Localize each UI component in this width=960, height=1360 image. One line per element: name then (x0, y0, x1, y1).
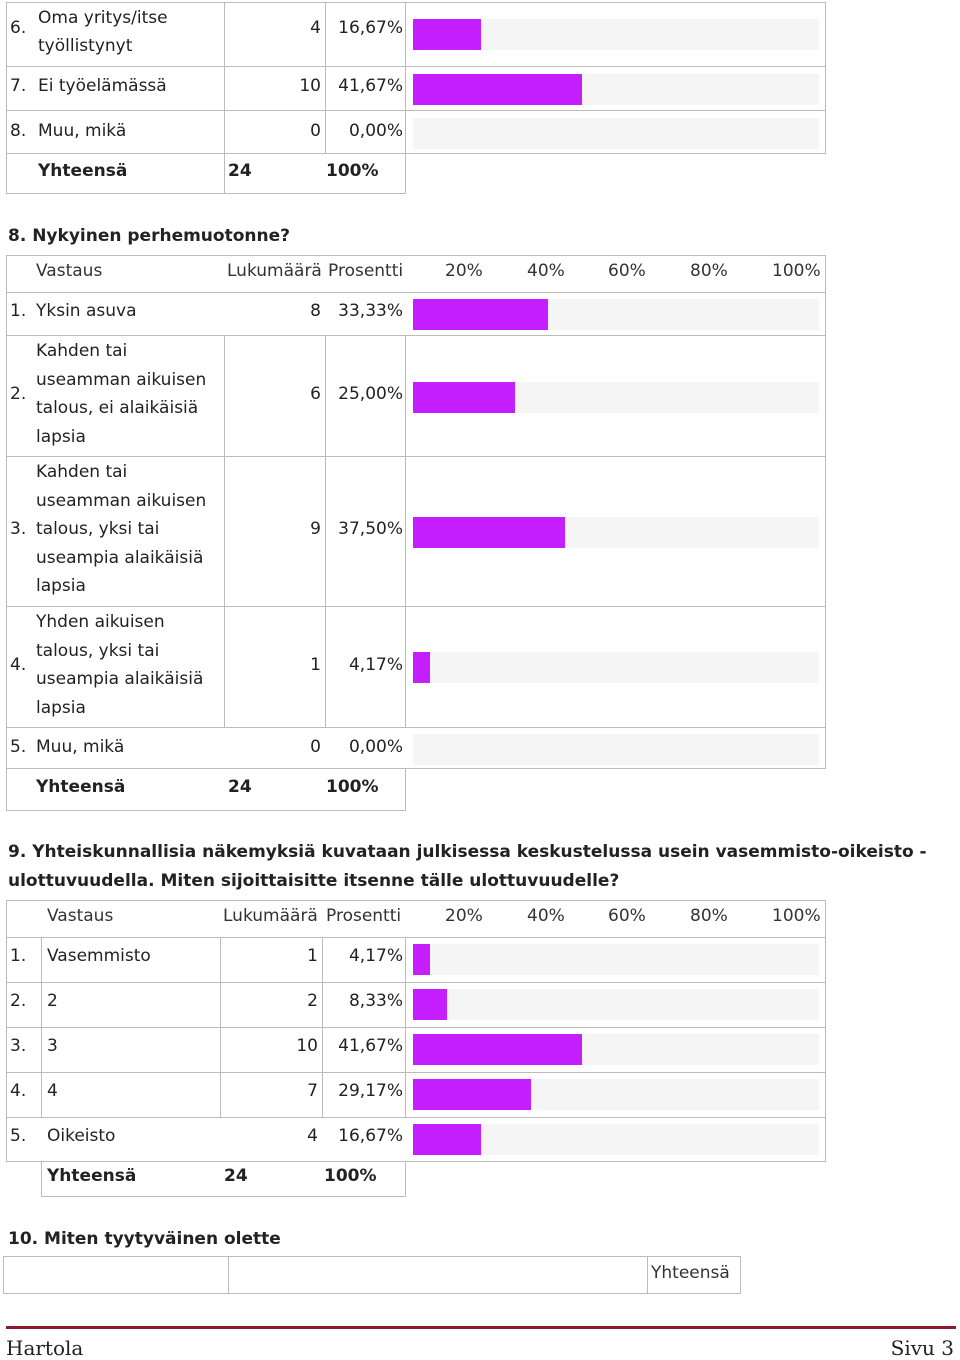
header-count: Lukumäärä (223, 906, 318, 926)
bar-track (413, 74, 819, 105)
question-title-line: 9. Yhteiskunnallisia näkemyksiä kuvataan julkisessa keskustelussa usein vasemmisto-oikeisto - (8, 842, 927, 862)
bar-track (413, 1079, 819, 1110)
row-label-line: useampia alaikäisiä (36, 669, 204, 689)
row-label-line: useamman aikuisen (36, 490, 207, 511)
row-label-line: Yhden aikuisen (36, 612, 165, 632)
row-count: 0 (310, 737, 321, 757)
divider (6, 937, 826, 938)
bar-track (413, 652, 819, 683)
row-label-line: lapsia (36, 576, 86, 596)
row-label: Muu, mikä (36, 737, 125, 757)
row-label (36, 458, 206, 601)
bar-fill (413, 1079, 531, 1110)
q9-rows-box (6, 900, 826, 1162)
row-label: 4 (47, 1081, 58, 1101)
row-label-line: lapsia (36, 426, 86, 447)
question-title: 8. Nykyinen perhemuotonne? (8, 226, 290, 246)
q10-table-header (3, 1256, 741, 1294)
header-count: Lukumäärä (227, 261, 322, 281)
bar-track (413, 734, 819, 765)
row-percent: 29,17% (338, 1081, 403, 1101)
row-number: 2. (10, 991, 27, 1011)
divider (6, 1072, 826, 1073)
row-number: 7. (10, 76, 27, 96)
row-label: Muu, mikä (38, 121, 127, 141)
row-count: 2 (307, 991, 318, 1011)
divider (6, 810, 406, 811)
row-label (36, 608, 203, 722)
divider (6, 193, 406, 194)
total-label: Yhteensä (47, 1166, 137, 1186)
divider (6, 727, 826, 728)
bar-track (413, 299, 819, 330)
total-label: Yhteensä (36, 777, 126, 797)
scale-label: 40% (527, 261, 565, 281)
scale-label: 100% (772, 906, 821, 926)
total-count: 24 (228, 777, 252, 797)
scale-label: 60% (608, 261, 646, 281)
bar-fill (413, 299, 548, 330)
divider (6, 292, 826, 293)
row-count: 4 (310, 18, 321, 38)
bar-fill (413, 1124, 481, 1155)
row-count: 1 (310, 655, 321, 675)
total-count: 24 (224, 1166, 248, 1186)
scale-label: 60% (608, 906, 646, 926)
row-number: 6. (10, 18, 27, 38)
total-count: 24 (228, 161, 252, 181)
divider (6, 456, 826, 457)
divider (6, 769, 7, 811)
row-label-line: lapsia (36, 697, 86, 718)
divider (405, 2, 406, 194)
scale-label: 40% (527, 906, 565, 926)
row-number: 1. (10, 946, 27, 966)
row-count: 10 (299, 76, 321, 96)
bar-track (413, 382, 819, 413)
divider (325, 2, 326, 154)
divider (405, 937, 406, 1117)
row-number: 1. (10, 301, 27, 321)
scale-label: 80% (690, 261, 728, 281)
row-label: Vasemmisto (47, 946, 151, 966)
scale-label: 20% (445, 906, 483, 926)
q8-table (6, 255, 826, 811)
question-title (8, 838, 927, 896)
bar-track (413, 517, 819, 548)
row-number: 5. (10, 737, 27, 757)
bar-track (413, 118, 819, 149)
footer-location: Hartola (6, 1336, 84, 1360)
divider (6, 1027, 826, 1028)
divider (6, 110, 826, 111)
row-label: Yksin asuva (36, 301, 137, 321)
row-percent: 41,67% (338, 1036, 403, 1056)
q7-table (6, 2, 826, 194)
row-label (38, 4, 168, 60)
scale-label: 80% (690, 906, 728, 926)
question-title-line: ulottuvuudella. Miten sijoittaisitte itsenne tälle ulottuvuudelle? (8, 871, 620, 891)
row-percent: 41,67% (338, 76, 403, 96)
q9-table (6, 900, 826, 1197)
row-percent: 8,33% (348, 991, 403, 1011)
divider (224, 2, 225, 194)
row-count: 1 (307, 946, 318, 966)
row-percent: 16,67% (338, 18, 403, 38)
row-number: 4. (10, 655, 27, 675)
divider (6, 66, 826, 67)
bar-track (413, 1034, 819, 1065)
row-count: 10 (296, 1036, 318, 1056)
row-number: 3. (10, 1036, 27, 1056)
page-number: Sivu 3 (890, 1336, 954, 1360)
row-count: 9 (310, 519, 321, 539)
header-answer: Vastaus (47, 906, 114, 926)
row-count: 4 (307, 1126, 318, 1146)
row-percent: 0,00% (348, 121, 403, 141)
bar-fill (413, 19, 481, 50)
row-label-line: useampia alaikäisiä (36, 547, 204, 568)
total-percent: 100% (324, 1166, 377, 1186)
divider (6, 154, 7, 194)
header-percent: Prosentti (326, 906, 402, 926)
row-percent: 4,17% (348, 946, 403, 966)
row-number: 5. (10, 1126, 27, 1146)
divider (325, 335, 326, 727)
bar-track (413, 19, 819, 50)
divider (224, 335, 225, 727)
footer-rule (6, 1326, 956, 1329)
bar-track (413, 944, 819, 975)
row-count: 0 (310, 121, 321, 141)
row-label: Oikeisto (47, 1126, 116, 1146)
divider (647, 1257, 648, 1293)
row-label-line: Oma yritys/itse (38, 8, 168, 28)
total-percent: 100% (326, 777, 379, 797)
divider (228, 1257, 229, 1293)
row-percent: 4,17% (348, 655, 403, 675)
row-count: 7 (307, 1081, 318, 1101)
divider (6, 1117, 826, 1118)
bar-fill (413, 74, 582, 105)
row-number: 8. (10, 121, 27, 141)
bar-track (413, 1124, 819, 1155)
divider (322, 937, 323, 1117)
row-percent: 0,00% (348, 737, 403, 757)
bar-track (413, 989, 819, 1020)
row-label-line: talous, ei alaikäisiä (36, 398, 199, 418)
divider (405, 1162, 406, 1197)
row-label-line: talous, yksi tai (36, 640, 160, 661)
header-total: Yhteensä (651, 1263, 730, 1283)
divider (41, 937, 42, 1117)
row-label (36, 337, 206, 451)
bar-fill (413, 1034, 582, 1065)
row-number: 3. (10, 519, 27, 539)
row-percent: 33,33% (338, 301, 403, 321)
bar-fill (413, 944, 430, 975)
row-label-line: talous, yksi tai (36, 519, 160, 539)
scale-label: 20% (445, 261, 483, 281)
row-label: 3 (47, 1036, 58, 1056)
scale-label: 100% (772, 261, 821, 281)
divider (405, 769, 406, 811)
row-label: Ei työelämässä (38, 76, 167, 96)
divider (405, 335, 406, 727)
divider (41, 1162, 42, 1197)
bar-fill (413, 517, 565, 548)
row-percent: 16,67% (338, 1126, 403, 1146)
divider (41, 1196, 406, 1197)
row-number: 4. (10, 1081, 27, 1101)
divider (6, 606, 826, 607)
row-percent: 25,00% (338, 384, 403, 404)
row-label-line: työllistynyt (38, 36, 133, 56)
total-label: Yhteensä (38, 161, 128, 181)
row-label-line: Kahden tai (36, 462, 128, 482)
row-label-line: Kahden tai (36, 341, 128, 361)
header-percent: Prosentti (328, 261, 404, 281)
row-number: 2. (10, 384, 27, 404)
header-answer: Vastaus (36, 261, 103, 281)
row-label-line: useamman aikuisen (36, 369, 207, 390)
total-percent: 100% (326, 161, 379, 181)
question-title: 10. Miten tyytyväinen olette (8, 1229, 281, 1249)
row-count: 8 (310, 301, 321, 321)
divider (220, 937, 221, 1117)
row-label: 2 (47, 991, 58, 1011)
divider (6, 335, 826, 336)
bar-fill (413, 652, 430, 683)
bar-fill (413, 382, 515, 413)
divider (6, 982, 826, 983)
row-count: 6 (310, 384, 321, 404)
row-percent: 37,50% (338, 519, 403, 539)
bar-fill (413, 989, 447, 1020)
